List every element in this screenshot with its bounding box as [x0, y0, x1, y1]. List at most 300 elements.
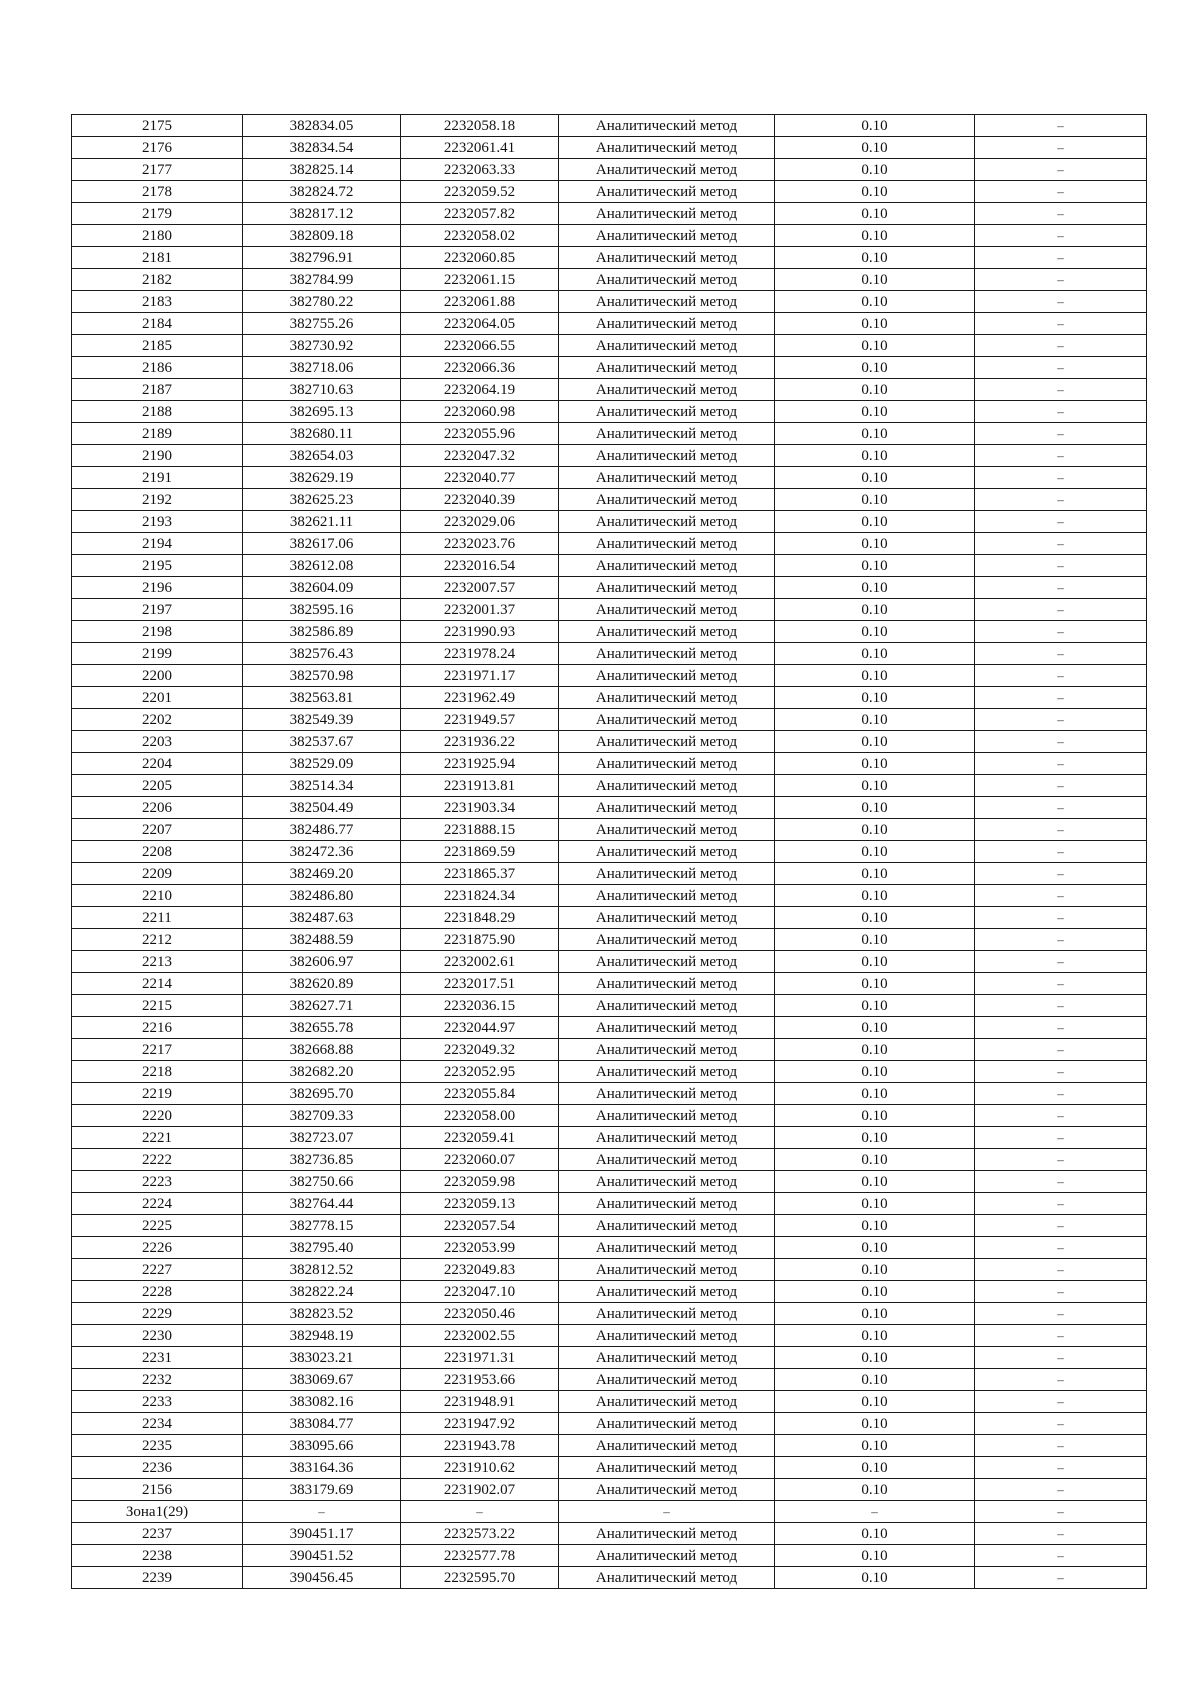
point-number-cell: 2234	[72, 1413, 243, 1435]
y-coordinate-cell: 2232060.07	[401, 1149, 559, 1171]
y-coordinate-cell: 2232066.55	[401, 335, 559, 357]
note-cell: –	[975, 1215, 1147, 1237]
x-coordinate-cell: 382796.91	[243, 247, 401, 269]
note-cell: –	[975, 511, 1147, 533]
table-row	[72, 665, 1147, 687]
point-number-cell: 2221	[72, 1127, 243, 1149]
coordinates-table	[71, 114, 1147, 1589]
x-coordinate-cell: 382627.71	[243, 995, 401, 1017]
note-cell: –	[975, 379, 1147, 401]
accuracy-cell: 0.10	[775, 401, 975, 423]
note-cell: –	[975, 797, 1147, 819]
y-coordinate-cell: 2232059.13	[401, 1193, 559, 1215]
note-cell: –	[975, 1435, 1147, 1457]
y-coordinate-cell: 2232064.19	[401, 379, 559, 401]
x-coordinate-cell: 382576.43	[243, 643, 401, 665]
y-coordinate-cell: 2231824.34	[401, 885, 559, 907]
accuracy-cell: 0.10	[775, 1391, 975, 1413]
table-row	[72, 137, 1147, 159]
method-cell: Аналитический метод	[559, 1171, 775, 1193]
y-coordinate-cell: 2232057.54	[401, 1215, 559, 1237]
note-cell: –	[975, 1479, 1147, 1501]
point-number-cell: 2232	[72, 1369, 243, 1391]
point-number-cell: 2196	[72, 577, 243, 599]
method-cell: Аналитический метод	[559, 863, 775, 885]
method-cell: Аналитический метод	[559, 357, 775, 379]
point-number-cell: 2218	[72, 1061, 243, 1083]
point-number-cell: 2176	[72, 137, 243, 159]
y-coordinate-cell: 2232049.32	[401, 1039, 559, 1061]
method-cell: Аналитический метод	[559, 1567, 775, 1589]
accuracy-cell: 0.10	[775, 1413, 975, 1435]
x-coordinate-cell: 382621.11	[243, 511, 401, 533]
point-number-cell: 2195	[72, 555, 243, 577]
table-row	[72, 445, 1147, 467]
point-number-cell: 2214	[72, 973, 243, 995]
table-row	[72, 1017, 1147, 1039]
table-row	[72, 687, 1147, 709]
method-cell: Аналитический метод	[559, 819, 775, 841]
y-coordinate-cell: 2232007.57	[401, 577, 559, 599]
method-cell: Аналитический метод	[559, 401, 775, 423]
table-row	[72, 1105, 1147, 1127]
table-row	[72, 973, 1147, 995]
x-coordinate-cell: 390451.17	[243, 1523, 401, 1545]
method-cell: Аналитический метод	[559, 1435, 775, 1457]
accuracy-cell: 0.10	[775, 665, 975, 687]
point-number-cell: 2229	[72, 1303, 243, 1325]
y-coordinate-cell: 2232036.15	[401, 995, 559, 1017]
y-coordinate-cell: 2232029.06	[401, 511, 559, 533]
accuracy-cell: 0.10	[775, 1479, 975, 1501]
x-coordinate-cell: 382680.11	[243, 423, 401, 445]
method-cell: Аналитический метод	[559, 423, 775, 445]
y-coordinate-cell: 2231865.37	[401, 863, 559, 885]
table-row	[72, 115, 1147, 137]
table-row	[72, 797, 1147, 819]
accuracy-cell: 0.10	[775, 1435, 975, 1457]
x-coordinate-cell: 382710.63	[243, 379, 401, 401]
table-row	[72, 1127, 1147, 1149]
method-cell: Аналитический метод	[559, 1039, 775, 1061]
x-coordinate-cell: 382723.07	[243, 1127, 401, 1149]
table-row	[72, 1457, 1147, 1479]
table-row	[72, 511, 1147, 533]
note-cell: –	[975, 819, 1147, 841]
note-cell: –	[975, 1083, 1147, 1105]
table-row	[72, 907, 1147, 929]
x-coordinate-cell: 382612.08	[243, 555, 401, 577]
point-number-cell: 2220	[72, 1105, 243, 1127]
y-coordinate-cell: 2232058.00	[401, 1105, 559, 1127]
note-cell: –	[975, 1171, 1147, 1193]
accuracy-cell: 0.10	[775, 599, 975, 621]
x-coordinate-cell: 383069.67	[243, 1369, 401, 1391]
point-number-cell: 2209	[72, 863, 243, 885]
note-cell: –	[975, 1325, 1147, 1347]
x-coordinate-cell: 382730.92	[243, 335, 401, 357]
y-coordinate-cell: 2232001.37	[401, 599, 559, 621]
point-number-cell: 2215	[72, 995, 243, 1017]
note-cell: –	[975, 203, 1147, 225]
table-row	[72, 1259, 1147, 1281]
x-coordinate-cell: –	[243, 1501, 401, 1523]
y-coordinate-cell: 2232059.41	[401, 1127, 559, 1149]
method-cell: Аналитический метод	[559, 1215, 775, 1237]
point-number-cell: 2223	[72, 1171, 243, 1193]
point-number-cell: 2193	[72, 511, 243, 533]
x-coordinate-cell: 383023.21	[243, 1347, 401, 1369]
note-cell: –	[975, 599, 1147, 621]
y-coordinate-cell: 2232023.76	[401, 533, 559, 555]
x-coordinate-cell: 382563.81	[243, 687, 401, 709]
y-coordinate-cell: 2232050.46	[401, 1303, 559, 1325]
y-coordinate-cell: 2232059.52	[401, 181, 559, 203]
point-number-cell: 2181	[72, 247, 243, 269]
note-cell: –	[975, 335, 1147, 357]
point-number-cell: 2186	[72, 357, 243, 379]
y-coordinate-cell: 2232061.15	[401, 269, 559, 291]
y-coordinate-cell: 2231947.92	[401, 1413, 559, 1435]
accuracy-cell: 0.10	[775, 797, 975, 819]
method-cell: Аналитический метод	[559, 687, 775, 709]
table-row	[72, 1281, 1147, 1303]
table-row	[72, 995, 1147, 1017]
accuracy-cell: 0.10	[775, 1325, 975, 1347]
point-number-cell: 2192	[72, 489, 243, 511]
accuracy-cell: 0.10	[775, 1237, 975, 1259]
x-coordinate-cell: 383084.77	[243, 1413, 401, 1435]
note-cell: –	[975, 181, 1147, 203]
method-cell: Аналитический метод	[559, 467, 775, 489]
method-cell: Аналитический метод	[559, 995, 775, 1017]
y-coordinate-cell: 2232061.41	[401, 137, 559, 159]
accuracy-cell: 0.10	[775, 335, 975, 357]
note-cell: –	[975, 1457, 1147, 1479]
y-coordinate-cell: 2231848.29	[401, 907, 559, 929]
point-number-cell: 2206	[72, 797, 243, 819]
accuracy-cell: 0.10	[775, 841, 975, 863]
table-row	[72, 467, 1147, 489]
note-cell: –	[975, 357, 1147, 379]
note-cell: –	[975, 1391, 1147, 1413]
note-cell: –	[975, 775, 1147, 797]
x-coordinate-cell: 390456.45	[243, 1567, 401, 1589]
accuracy-cell: 0.10	[775, 1523, 975, 1545]
method-cell: Аналитический метод	[559, 665, 775, 687]
y-coordinate-cell: 2232055.84	[401, 1083, 559, 1105]
point-number-cell: 2225	[72, 1215, 243, 1237]
method-cell: Аналитический метод	[559, 643, 775, 665]
method-cell: Аналитический метод	[559, 797, 775, 819]
accuracy-cell: 0.10	[775, 687, 975, 709]
y-coordinate-cell: 2231953.66	[401, 1369, 559, 1391]
x-coordinate-cell: 382822.24	[243, 1281, 401, 1303]
point-number-cell: 2205	[72, 775, 243, 797]
table-row	[72, 1171, 1147, 1193]
note-cell: –	[975, 489, 1147, 511]
point-number-cell: 2180	[72, 225, 243, 247]
method-cell: Аналитический метод	[559, 1237, 775, 1259]
note-cell: –	[975, 445, 1147, 467]
table-row	[72, 709, 1147, 731]
point-number-cell: Зона1(29)	[72, 1501, 243, 1523]
accuracy-cell: 0.10	[775, 1061, 975, 1083]
x-coordinate-cell: 382668.88	[243, 1039, 401, 1061]
table-row	[72, 863, 1147, 885]
point-number-cell: 2201	[72, 687, 243, 709]
point-number-cell: 2194	[72, 533, 243, 555]
y-coordinate-cell: 2232061.88	[401, 291, 559, 313]
table-row	[72, 555, 1147, 577]
note-cell: –	[975, 1281, 1147, 1303]
y-coordinate-cell: 2231962.49	[401, 687, 559, 709]
point-number-cell: 2175	[72, 115, 243, 137]
note-cell: –	[975, 225, 1147, 247]
point-number-cell: 2207	[72, 819, 243, 841]
x-coordinate-cell: 382695.70	[243, 1083, 401, 1105]
point-number-cell: 2208	[72, 841, 243, 863]
x-coordinate-cell: 382834.54	[243, 137, 401, 159]
table-row	[72, 1149, 1147, 1171]
note-cell: –	[975, 1105, 1147, 1127]
note-cell: –	[975, 247, 1147, 269]
x-coordinate-cell: 382825.14	[243, 159, 401, 181]
x-coordinate-cell: 382488.59	[243, 929, 401, 951]
method-cell: Аналитический метод	[559, 973, 775, 995]
point-number-cell: 2233	[72, 1391, 243, 1413]
method-cell: Аналитический метод	[559, 1523, 775, 1545]
table-row	[72, 1435, 1147, 1457]
x-coordinate-cell: 382795.40	[243, 1237, 401, 1259]
point-number-cell: 2189	[72, 423, 243, 445]
table-row	[72, 819, 1147, 841]
point-number-cell: 2156	[72, 1479, 243, 1501]
accuracy-cell: 0.10	[775, 1039, 975, 1061]
accuracy-cell: 0.10	[775, 203, 975, 225]
x-coordinate-cell: 382736.85	[243, 1149, 401, 1171]
table-row	[72, 379, 1147, 401]
note-cell: –	[975, 1039, 1147, 1061]
y-coordinate-cell: 2232002.55	[401, 1325, 559, 1347]
accuracy-cell: 0.10	[775, 115, 975, 137]
note-cell: –	[975, 929, 1147, 951]
y-coordinate-cell: 2232017.51	[401, 973, 559, 995]
table-row	[72, 1325, 1147, 1347]
x-coordinate-cell: 383179.69	[243, 1479, 401, 1501]
method-cell: Аналитический метод	[559, 885, 775, 907]
point-number-cell: 2222	[72, 1149, 243, 1171]
y-coordinate-cell: 2232577.78	[401, 1545, 559, 1567]
note-cell: –	[975, 973, 1147, 995]
method-cell: Аналитический метод	[559, 247, 775, 269]
note-cell: –	[975, 907, 1147, 929]
point-number-cell: 2185	[72, 335, 243, 357]
point-number-cell: 2236	[72, 1457, 243, 1479]
point-number-cell: 2197	[72, 599, 243, 621]
x-coordinate-cell: 382764.44	[243, 1193, 401, 1215]
note-cell: –	[975, 1545, 1147, 1567]
method-cell: Аналитический метод	[559, 1413, 775, 1435]
note-cell: –	[975, 401, 1147, 423]
x-coordinate-cell: 382504.49	[243, 797, 401, 819]
method-cell: Аналитический метод	[559, 577, 775, 599]
note-cell: –	[975, 1061, 1147, 1083]
note-cell: –	[975, 1237, 1147, 1259]
method-cell: Аналитический метод	[559, 533, 775, 555]
accuracy-cell: 0.10	[775, 1369, 975, 1391]
point-number-cell: 2178	[72, 181, 243, 203]
accuracy-cell: 0.10	[775, 907, 975, 929]
note-cell: –	[975, 1413, 1147, 1435]
point-number-cell: 2177	[72, 159, 243, 181]
point-number-cell: 2228	[72, 1281, 243, 1303]
method-cell: –	[559, 1501, 775, 1523]
note-cell: –	[975, 115, 1147, 137]
accuracy-cell: 0.10	[775, 643, 975, 665]
accuracy-cell: 0.10	[775, 1017, 975, 1039]
point-number-cell: 2179	[72, 203, 243, 225]
x-coordinate-cell: 382514.34	[243, 775, 401, 797]
y-coordinate-cell: 2232040.39	[401, 489, 559, 511]
method-cell: Аналитический метод	[559, 159, 775, 181]
note-cell: –	[975, 423, 1147, 445]
table-row	[72, 181, 1147, 203]
x-coordinate-cell: 390451.52	[243, 1545, 401, 1567]
table-row	[72, 621, 1147, 643]
accuracy-cell: 0.10	[775, 423, 975, 445]
accuracy-cell: 0.10	[775, 1457, 975, 1479]
note-cell: –	[975, 1369, 1147, 1391]
y-coordinate-cell: 2232044.97	[401, 1017, 559, 1039]
point-number-cell: 2191	[72, 467, 243, 489]
y-coordinate-cell: 2231978.24	[401, 643, 559, 665]
method-cell: Аналитический метод	[559, 1457, 775, 1479]
table-row	[72, 1237, 1147, 1259]
accuracy-cell: 0.10	[775, 973, 975, 995]
table-row	[72, 247, 1147, 269]
accuracy-cell: 0.10	[775, 929, 975, 951]
method-cell: Аналитический метод	[559, 1303, 775, 1325]
y-coordinate-cell: 2232058.18	[401, 115, 559, 137]
accuracy-cell: 0.10	[775, 1215, 975, 1237]
method-cell: Аналитический метод	[559, 1127, 775, 1149]
point-number-cell: 2238	[72, 1545, 243, 1567]
point-number-cell: 2211	[72, 907, 243, 929]
method-cell: Аналитический метод	[559, 929, 775, 951]
point-number-cell: 2219	[72, 1083, 243, 1105]
method-cell: Аналитический метод	[559, 753, 775, 775]
method-cell: Аналитический метод	[559, 489, 775, 511]
method-cell: Аналитический метод	[559, 621, 775, 643]
table-row	[72, 291, 1147, 313]
x-coordinate-cell: 382654.03	[243, 445, 401, 467]
note-cell: –	[975, 467, 1147, 489]
accuracy-cell: 0.10	[775, 577, 975, 599]
accuracy-cell: 0.10	[775, 511, 975, 533]
x-coordinate-cell: 382629.19	[243, 467, 401, 489]
table-row	[72, 1567, 1147, 1589]
point-number-cell: 2184	[72, 313, 243, 335]
note-cell: –	[975, 1523, 1147, 1545]
y-coordinate-cell: 2232064.05	[401, 313, 559, 335]
point-number-cell: 2204	[72, 753, 243, 775]
x-coordinate-cell: 382486.80	[243, 885, 401, 907]
point-number-cell: 2231	[72, 1347, 243, 1369]
y-coordinate-cell: 2232059.98	[401, 1171, 559, 1193]
table-row	[72, 335, 1147, 357]
point-number-cell: 2235	[72, 1435, 243, 1457]
x-coordinate-cell: 382812.52	[243, 1259, 401, 1281]
y-coordinate-cell: 2232055.96	[401, 423, 559, 445]
method-cell: Аналитический метод	[559, 181, 775, 203]
method-cell: Аналитический метод	[559, 1061, 775, 1083]
point-number-cell: 2198	[72, 621, 243, 643]
accuracy-cell: 0.10	[775, 1545, 975, 1567]
x-coordinate-cell: 382529.09	[243, 753, 401, 775]
y-coordinate-cell: 2232053.99	[401, 1237, 559, 1259]
x-coordinate-cell: 382604.09	[243, 577, 401, 599]
point-number-cell: 2188	[72, 401, 243, 423]
y-coordinate-cell: 2231913.81	[401, 775, 559, 797]
y-coordinate-cell: 2232595.70	[401, 1567, 559, 1589]
accuracy-cell: 0.10	[775, 775, 975, 797]
y-coordinate-cell: 2232057.82	[401, 203, 559, 225]
table-row	[72, 731, 1147, 753]
x-coordinate-cell: 383082.16	[243, 1391, 401, 1413]
point-number-cell: 2216	[72, 1017, 243, 1039]
x-coordinate-cell: 382486.77	[243, 819, 401, 841]
x-coordinate-cell: 382750.66	[243, 1171, 401, 1193]
point-number-cell: 2200	[72, 665, 243, 687]
note-cell: –	[975, 1347, 1147, 1369]
accuracy-cell: –	[775, 1501, 975, 1523]
note-cell: –	[975, 1567, 1147, 1589]
note-cell: –	[975, 1501, 1147, 1523]
x-coordinate-cell: 382586.89	[243, 621, 401, 643]
note-cell: –	[975, 709, 1147, 731]
y-coordinate-cell: 2232049.83	[401, 1259, 559, 1281]
method-cell: Аналитический метод	[559, 1259, 775, 1281]
x-coordinate-cell: 383164.36	[243, 1457, 401, 1479]
x-coordinate-cell: 382620.89	[243, 973, 401, 995]
note-cell: –	[975, 863, 1147, 885]
table-row	[72, 1083, 1147, 1105]
y-coordinate-cell: 2231902.07	[401, 1479, 559, 1501]
table-row	[72, 489, 1147, 511]
note-cell: –	[975, 269, 1147, 291]
y-coordinate-cell: 2232573.22	[401, 1523, 559, 1545]
note-cell: –	[975, 137, 1147, 159]
method-cell: Аналитический метод	[559, 445, 775, 467]
y-coordinate-cell: 2231971.31	[401, 1347, 559, 1369]
point-number-cell: 2202	[72, 709, 243, 731]
method-cell: Аналитический метод	[559, 225, 775, 247]
method-cell: Аналитический метод	[559, 313, 775, 335]
note-cell: –	[975, 621, 1147, 643]
method-cell: Аналитический метод	[559, 335, 775, 357]
method-cell: Аналитический метод	[559, 1545, 775, 1567]
y-coordinate-cell: 2232063.33	[401, 159, 559, 181]
point-number-cell: 2182	[72, 269, 243, 291]
note-cell: –	[975, 555, 1147, 577]
note-cell: –	[975, 1017, 1147, 1039]
table-row	[72, 951, 1147, 973]
table-row	[72, 775, 1147, 797]
accuracy-cell: 0.10	[775, 1347, 975, 1369]
point-number-cell: 2224	[72, 1193, 243, 1215]
table-row	[72, 643, 1147, 665]
